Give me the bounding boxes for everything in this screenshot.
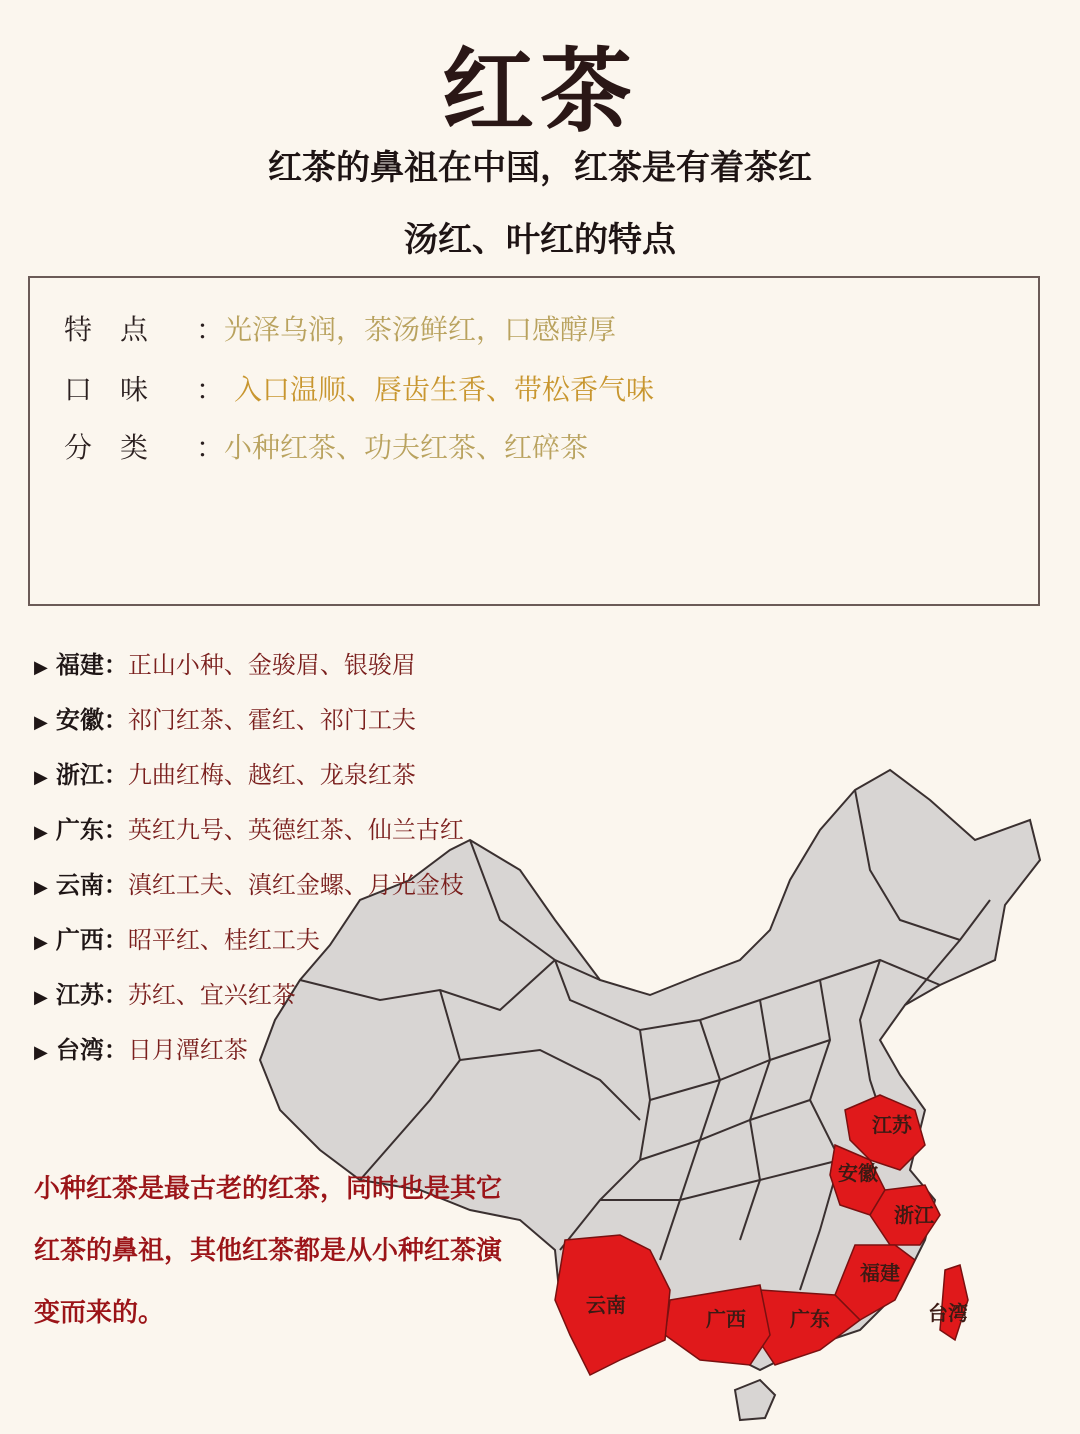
feature-colon: ： xyxy=(196,373,225,406)
region-name: 福建 xyxy=(55,651,104,679)
origin-note-line: 红茶的鼻祖，其他红茶都是从小种红茶演 xyxy=(34,1236,503,1266)
region-colon: ： xyxy=(103,1036,128,1064)
feature-value: 光泽乌润，茶汤鲜红，口感醇厚 xyxy=(224,313,617,346)
region-colon: ： xyxy=(103,871,128,899)
feature-value: 小种红茶、功夫红茶、红碎茶 xyxy=(224,431,589,464)
region-name: 安徽 xyxy=(55,706,104,734)
feature-colon: ： xyxy=(196,313,225,346)
map-label-anhui: 安徽 xyxy=(838,1161,878,1185)
region-name: 广西 xyxy=(55,926,104,954)
region-teas: 正山小种、金骏眉、银骏眉 xyxy=(127,651,416,679)
triangle-right-icon: ▶ xyxy=(34,877,48,898)
region-teas: 九曲红梅、越红、龙泉红茶 xyxy=(127,761,416,789)
region-teas: 祁门红茶、霍红、祁门工夫 xyxy=(127,706,416,734)
region-colon: ： xyxy=(103,816,128,844)
region-colon: ： xyxy=(103,706,128,734)
region-item xyxy=(34,1033,464,1088)
triangle-right-icon: ▶ xyxy=(34,932,48,953)
page-title: 红茶 xyxy=(441,38,638,145)
island-hainan xyxy=(735,1380,775,1420)
feature-label: 分 类 xyxy=(64,431,149,464)
map-label-fujian: 福建 xyxy=(860,1261,900,1285)
map-label-guangxi: 广西 xyxy=(706,1307,746,1331)
region-name: 江苏 xyxy=(55,981,104,1009)
region-item xyxy=(34,758,464,813)
origin-note-line: 小种红茶是最古老的红茶，同时也是其它 xyxy=(34,1174,503,1204)
subtitle-line-1: 红茶的鼻祖在中国，红茶是有着茶红 xyxy=(268,148,812,188)
region-colon: ： xyxy=(103,926,128,954)
region-colon: ： xyxy=(103,761,128,789)
region-colon: ： xyxy=(103,981,128,1009)
region-teas: 苏红、宜兴红茶 xyxy=(127,981,296,1009)
region-name: 广东 xyxy=(55,816,104,844)
triangle-right-icon: ▶ xyxy=(34,767,48,788)
region-name: 浙江 xyxy=(55,761,104,789)
map-label-jiangsu: 江苏 xyxy=(872,1113,912,1137)
feature-value: 入口温顺、唇齿生香、带松香气味 xyxy=(234,373,655,406)
feature-colon: ： xyxy=(196,431,225,464)
map-label-taiwan: 台湾 xyxy=(928,1301,968,1325)
map-label-zhejiang: 浙江 xyxy=(894,1203,934,1227)
subtitle-line-2: 汤红、叶红的特点 xyxy=(404,220,676,260)
region-teas: 昭平红、桂红工夫 xyxy=(127,926,320,954)
region-list xyxy=(34,648,464,1088)
triangle-right-icon: ▶ xyxy=(34,822,48,843)
feature-row xyxy=(64,368,654,408)
region-item xyxy=(34,703,464,758)
region-colon: ： xyxy=(103,651,128,679)
region-item xyxy=(34,868,464,923)
map-label-yunnan: 云南 xyxy=(586,1293,626,1317)
feature-row xyxy=(64,426,588,466)
map-label-guangdong: 广东 xyxy=(790,1307,830,1331)
region-item xyxy=(34,978,464,1033)
region-teas: 英红九号、英德红茶、仙兰古红 xyxy=(127,816,464,844)
triangle-right-icon: ▶ xyxy=(34,987,48,1008)
feature-label: 特 点 xyxy=(64,313,149,346)
region-item xyxy=(34,648,464,703)
region-name: 云南 xyxy=(55,871,104,899)
origin-note-line: 变而来的。 xyxy=(34,1298,165,1328)
region-teas: 滇红工夫、滇红金螺、月光金枝 xyxy=(127,871,464,899)
region-item xyxy=(34,813,464,868)
feature-label: 口 味 xyxy=(64,373,149,406)
triangle-right-icon: ▶ xyxy=(34,712,48,733)
region-item xyxy=(34,923,464,978)
features-box xyxy=(28,276,1040,606)
region-teas: 日月潭红茶 xyxy=(127,1036,248,1064)
triangle-right-icon: ▶ xyxy=(34,657,48,678)
feature-row xyxy=(64,308,616,348)
origin-note xyxy=(34,1158,594,1344)
triangle-right-icon: ▶ xyxy=(34,1042,48,1063)
region-name: 台湾 xyxy=(55,1036,104,1064)
